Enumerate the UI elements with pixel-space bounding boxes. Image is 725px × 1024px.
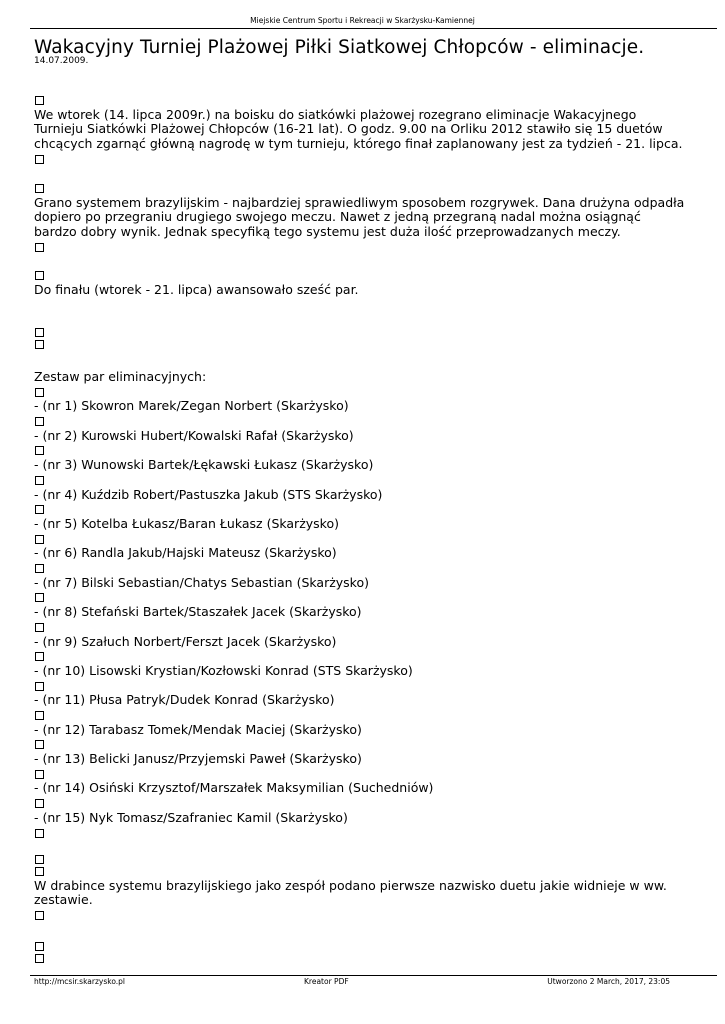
broken-image-icon xyxy=(35,682,44,691)
broken-image-icon xyxy=(35,593,44,602)
list-item: - (nr 14) Osiński Krzysztof/Marszałek Maksymilian (Suchedniów) xyxy=(34,780,434,796)
list-item: - (nr 9) Szałuch Norbert/Ferszt Jacek (Skarżysko) xyxy=(34,633,337,649)
list-item: - (nr 11) Płusa Patryk/Dudek Konrad (Skarżysko) xyxy=(34,692,335,708)
list-item: - (nr 8) Stefański Bartek/Staszałek Jacek (Skarżysko) xyxy=(34,604,362,620)
broken-image-icon xyxy=(35,328,44,337)
paragraph-2: Grano systemem brazylijskim - najbardziej sprawiedliwym sposobem rozgrywek. Dana drużyna odpadła dopiero po przegraniu drugiego swojego meczu. Nawet z jedną przegraną nadal można osiągnąć bardzo dobry wynik. Jednak specyfiką tego systemu jest duża ilość przeprowadzanych meczy. xyxy=(34,194,685,240)
broken-image-icon xyxy=(35,535,44,544)
article-title: Wakacyjny Turniej Plażowej Piłki Siatkowej Chłopców - eliminacje. xyxy=(34,37,645,58)
paragraph-block-3 xyxy=(34,268,686,297)
footer-url[interactable]: http://mcsir.skarzysko.pl xyxy=(34,977,126,986)
footer-created: Utworzono 2 March, 2017, 23:05 xyxy=(547,977,670,986)
closing-note: W drabince systemu brazylijskiego jako zespół podano pierwsze nazwisko duetu jakie widnieje w ww. zestawie. xyxy=(34,877,667,908)
spacer-block xyxy=(34,325,686,352)
list-item: - (nr 4) Kuździb Robert/Pastuszka Jakub (STS Skarżysko) xyxy=(34,486,383,502)
broken-image-icon xyxy=(35,340,44,349)
footer-generator: Kreator PDF xyxy=(304,977,349,986)
list-item: - (nr 10) Lisowski Krystian/Kozłowski Konrad (STS Skarżysko) xyxy=(34,662,413,678)
list-item: - (nr 15) Nyk Tomasz/Szafraniec Kamil (Skarżysko) xyxy=(34,809,348,825)
list-item: - (nr 3) Wunowski Bartek/Łękawski Łukasz (Skarżysko) xyxy=(34,457,374,473)
list-item: - (nr 5) Kotelba Łukasz/Baran Łukasz (Skarżysko) xyxy=(34,515,339,531)
broken-image-icon xyxy=(35,855,44,864)
list-item: - (nr 2) Kurowski Hubert/Kowalski Rafał (Skarżysko) xyxy=(34,427,354,443)
broken-image-icon xyxy=(35,770,44,779)
broken-image-icon xyxy=(35,829,44,838)
paragraph-3: Do finału (wtorek - 21. lipca) awansowało sześć par. xyxy=(34,281,359,297)
broken-image-icon xyxy=(35,155,44,164)
list-item: - (nr 13) Belicki Janusz/Przyjemski Paweł (Skarżysko) xyxy=(34,751,362,767)
broken-image-icon xyxy=(35,867,44,876)
paragraph-block-1 xyxy=(34,93,686,166)
broken-image-icon xyxy=(35,446,44,455)
broken-image-icon xyxy=(35,911,44,920)
article-date: 14.07.2009. xyxy=(34,56,89,66)
broken-image-icon xyxy=(35,954,44,963)
broken-image-icon xyxy=(35,505,44,514)
broken-image-icon xyxy=(35,184,44,193)
list-item: - (nr 1) Skowron Marek/Zegan Norbert (Skarżysko) xyxy=(34,398,349,414)
broken-image-icon xyxy=(35,417,44,426)
broken-image-icon xyxy=(35,652,44,661)
header-rule xyxy=(30,28,717,29)
footer-rule xyxy=(30,975,717,976)
paragraph-block-2 xyxy=(34,181,686,254)
broken-image-icon xyxy=(35,96,44,105)
broken-image-icon xyxy=(35,243,44,252)
list-item: - (nr 12) Tarabasz Tomek/Mendak Maciej (Skarżysko) xyxy=(34,721,362,737)
broken-image-icon xyxy=(35,388,44,397)
broken-image-icon xyxy=(35,799,44,808)
pairs-heading: Zestaw par eliminacyjnych: xyxy=(34,369,207,384)
trailing-block xyxy=(34,939,686,966)
paragraph-1: We wtorek (14. lipca 2009r.) na boisku do siatkówki plażowej rozegrano eliminacje Wakacyjnego Turnieju Siatkówki Plażowej Chłopców (16-21 lat). O godz. 9.00 na Orliku 2012 stawiło się 15 duetów chcących zgarnąć główną nagrodę w tym turnieju, którego finał zaplanowany jest za tydzień - 21. lipca. xyxy=(34,106,683,152)
broken-image-icon xyxy=(35,711,44,720)
pairs-list xyxy=(34,370,686,840)
broken-image-icon xyxy=(35,740,44,749)
header-organization: Miejskie Centrum Sportu i Rekreacji w Skarżysku-Kamiennej xyxy=(250,16,475,25)
broken-image-icon xyxy=(35,623,44,632)
broken-image-icon xyxy=(35,564,44,573)
list-item: - (nr 6) Randla Jakub/Hajski Mateusz (Skarżysko) xyxy=(34,545,337,561)
closing-block xyxy=(34,852,686,923)
broken-image-icon xyxy=(35,942,44,951)
broken-image-icon xyxy=(35,476,44,485)
broken-image-icon xyxy=(35,271,44,280)
list-item: - (nr 7) Bilski Sebastian/Chatys Sebastian (Skarżysko) xyxy=(34,574,369,590)
